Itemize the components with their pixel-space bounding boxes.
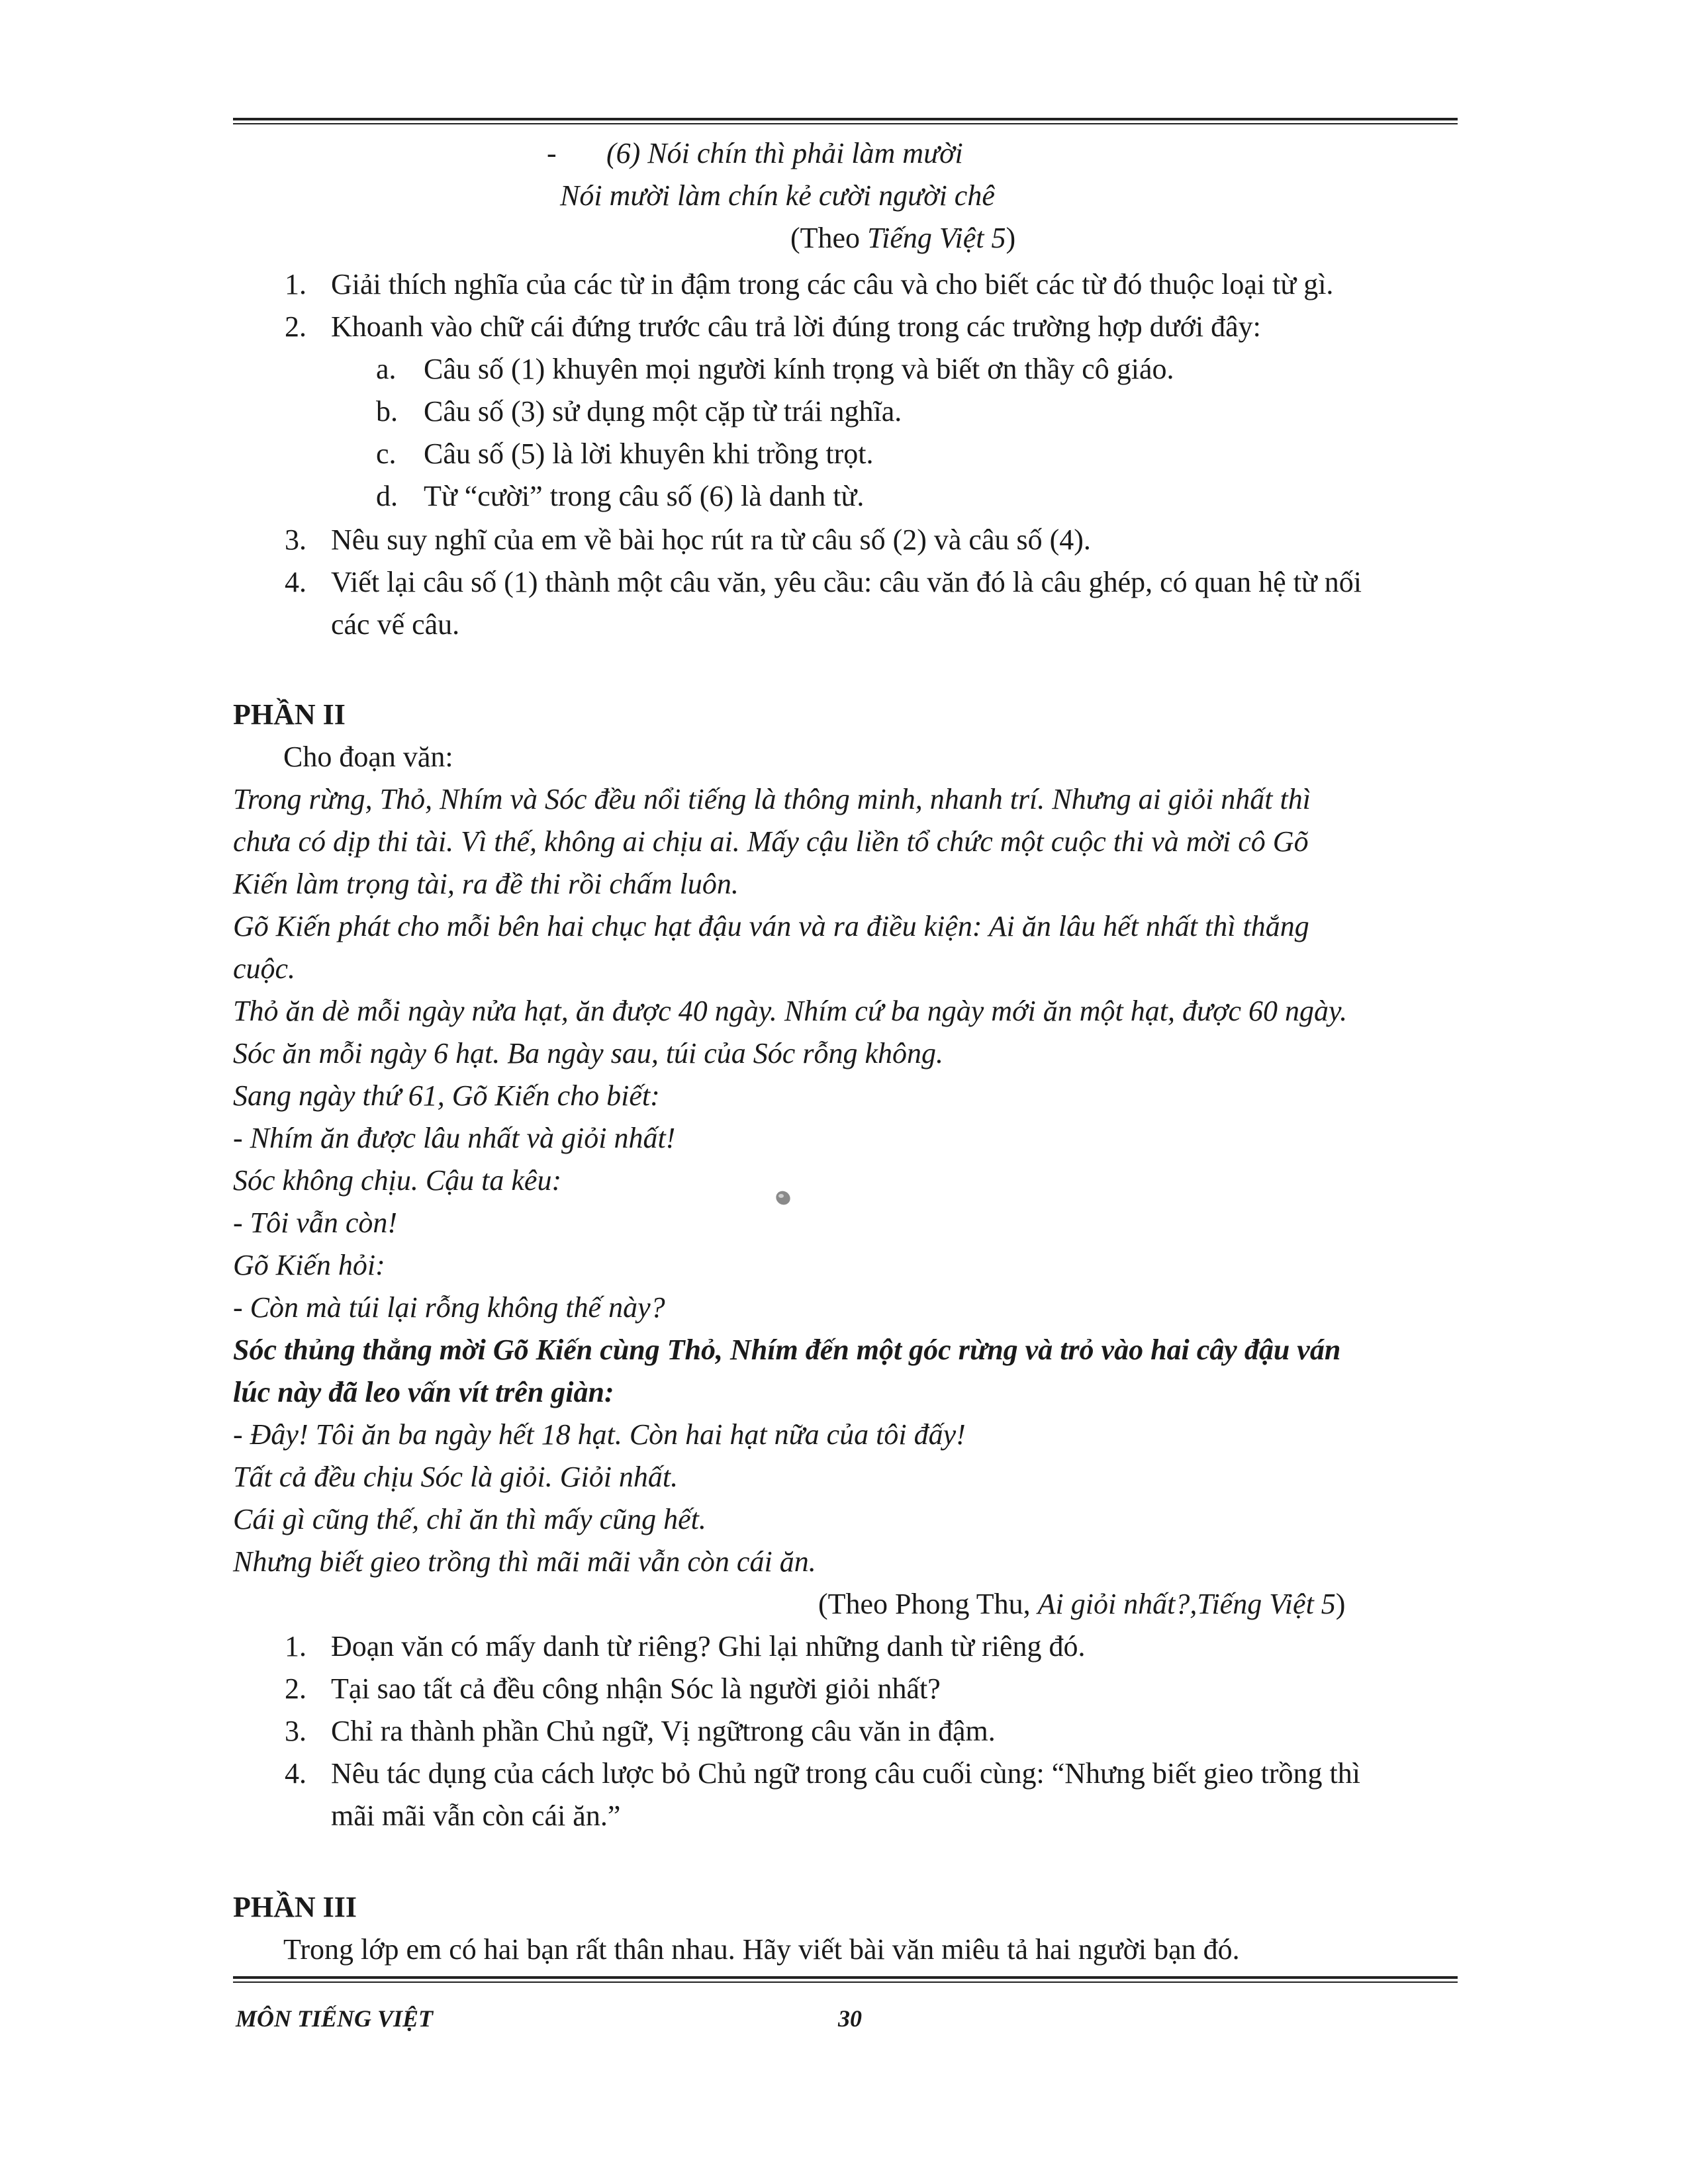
question-text: Chỉ ra thành phần Chủ ngữ, Vị ngữtrong câu văn in đậm. [331, 1715, 996, 1747]
poem-line-2: Nói mười làm chín kẻ cười người chê [560, 179, 995, 212]
passage-line: Gõ Kiến phát cho mỗi bên hai chục hạt đậu ván và ra điều kiện: Ai ăn lâu hết nhất thì thắng [233, 910, 1309, 942]
question-text: Khoanh vào chữ cái đứng trước câu trả lời đúng trong các trường hợp dưới đây: [331, 310, 1261, 343]
question-number: 3. [285, 1715, 306, 1747]
passage-line: Sóc ăn mỗi ngày 6 hạt. Ba ngày sau, túi của Sóc rỗng không. [233, 1037, 943, 1069]
question-number: 1. [285, 1630, 306, 1662]
question-text: Nêu tác dụng của cách lược bỏ Chủ ngữ trong câu cuối cùng: “Nhưng biết gieo trồng thì [331, 1757, 1360, 1790]
passage-line: Trong rừng, Thỏ, Nhím và Sóc đều nổi tiếng là thông minh, nhanh trí. Nhưng ai giỏi nhất thì [233, 783, 1311, 815]
question-text: Nêu suy nghĩ của em về bài học rút ra từ câu số (2) và câu số (4). [331, 523, 1091, 556]
question-number: 1. [285, 268, 306, 300]
part3-heading: PHẦN III [233, 1891, 357, 1923]
part2-intro: Cho đoạn văn: [283, 741, 453, 773]
passage-line: - Tôi vẫn còn! [233, 1206, 398, 1239]
passage-line: - Còn mà túi lại rỗng không thế này? [233, 1291, 665, 1324]
header-rule-thin [233, 123, 1458, 124]
passage-line: Sóc không chịu. Cậu ta kêu: [233, 1164, 562, 1197]
footer-rule-thick [233, 1976, 1458, 1979]
option-text: Câu số (1) khuyên mọi người kính trọng và biết ơn thầy cô giáo. [424, 353, 1174, 385]
passage-line: - Nhím ăn được lâu nhất và giỏi nhất! [233, 1122, 676, 1154]
passage-line: Cái gì cũng thế, chỉ ăn thì mấy cũng hết. [233, 1503, 706, 1535]
option-text: Câu số (3) sử dụng một cặp từ trái nghĩa. [424, 395, 902, 428]
question-text: Đoạn văn có mấy danh từ riêng? Ghi lại những danh từ riêng đó. [331, 1630, 1086, 1662]
scan-spot-icon [773, 1188, 793, 1208]
header-rule-thick [233, 118, 1458, 120]
poem-dash: - [547, 137, 557, 169]
footer-page-number: 30 [838, 2005, 862, 2032]
question-text: Tại sao tất cả đều công nhận Sóc là người giỏi nhất? [331, 1672, 941, 1705]
footer-rule-thin [233, 1981, 1458, 1983]
option-letter: c. [376, 437, 397, 470]
question-number: 2. [285, 1672, 306, 1705]
option-letter: d. [376, 480, 398, 512]
question-text-continued: mãi mãi vẫn còn cái ăn.” [331, 1799, 621, 1832]
passage-line: Tất cả đều chịu Sóc là giỏi. Giỏi nhất. [233, 1461, 679, 1493]
part2-heading: PHẦN II [233, 698, 346, 731]
poem-source: (Theo Tiếng Việt 5) [790, 222, 1016, 254]
passage-source: (Theo Phong Thu, Ai giỏi nhất?,Tiếng Việt 5) [818, 1588, 1346, 1620]
question-text-continued: các vế câu. [331, 608, 460, 641]
passage-line: cuộc. [233, 952, 296, 985]
option-text: Từ “cười” trong câu số (6) là danh từ. [424, 480, 865, 512]
footer-subject: MÔN TIẾNG VIỆT [236, 2005, 434, 2032]
question-text: Viết lại câu số (1) thành một câu văn, yêu cầu: câu văn đó là câu ghép, có quan hệ từ nối [331, 566, 1362, 598]
passage-line: Gõ Kiến hỏi: [233, 1249, 385, 1281]
option-text: Câu số (5) là lời khuyên khi trồng trọt. [424, 437, 874, 470]
question-number: 4. [285, 566, 306, 598]
question-number: 3. [285, 523, 306, 556]
passage-line: Kiến làm trọng tài, ra đề thi rồi chấm luôn. [233, 868, 739, 900]
question-number: 2. [285, 310, 306, 343]
passage-bold-line: Sóc thủng thẳng mời Gõ Kiến cùng Thỏ, Nhím đến một góc rừng và trỏ vào hai cây đậu ván [233, 1334, 1341, 1366]
question-number: 4. [285, 1757, 306, 1790]
passage-line: chưa có dịp thi tài. Vì thế, không ai chịu ai. Mấy cậu liền tổ chức một cuộc thi và mời cô Gõ [233, 825, 1309, 858]
passage-line: Nhưng biết gieo trồng thì mãi mãi vẫn còn cái ăn. [233, 1545, 816, 1578]
option-letter: a. [376, 353, 397, 385]
passage-line: Sang ngày thứ 61, Gõ Kiến cho biết: [233, 1079, 660, 1112]
poem-line-1: (6) Nói chín thì phải làm mười [606, 137, 963, 169]
passage-line: Thỏ ăn dè mỗi ngày nửa hạt, ăn được 40 ngày. Nhím cứ ba ngày mới ăn một hạt, được 60 ngày. [233, 995, 1348, 1027]
passage-line: - Đây! Tôi ăn ba ngày hết 18 hạt. Còn hai hạt nữa của tôi đấy! [233, 1418, 966, 1451]
question-text: Giải thích nghĩa của các từ in đậm trong các câu và cho biết các từ đó thuộc loại từ gì. [331, 268, 1334, 300]
passage-bold-line: lúc này đã leo vấn vít trên giàn: [233, 1376, 614, 1408]
option-letter: b. [376, 395, 398, 428]
part3-text: Trong lớp em có hai bạn rất thân nhau. Hãy viết bài văn miêu tả hai người bạn đó. [283, 1933, 1240, 1966]
